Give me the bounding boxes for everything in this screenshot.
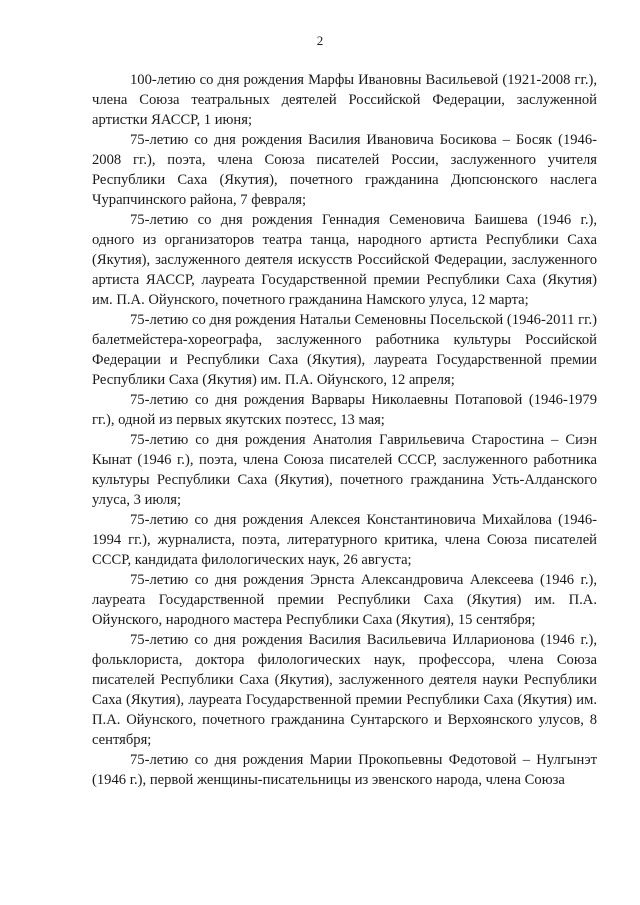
paragraph-natalia-poselskaya: 75-летию со дня рождения Натальи Семеновны Посельской (1946-2011 гг.) балетмейстера-хореографа, заслуженного работника культуры Российской Федерации и Республики Саха (Якутия), лауреата Государственной премии Республики Саха (Якутия) им. П.А. Ойунского, 12 апреля;	[92, 312, 597, 388]
paragraph-vasily-illarionov: 75-летию со дня рождения Василия Васильевича Илларионова (1946 г.), фольклориста, доктора филологических наук, профессора, члена Союза писателей Республики Саха (Якутия), заслуженного деятеля науки Республики Саха (Якутия), лауреата Государственной премии Республики Саха (Якутия) им. П.А. Ойунского, почетного гражданина Сунтарского и Верхоянского улусов, 8 сентября;	[92, 632, 597, 748]
paragraph-gennady-baishev: 75-летию со дня рождения Геннадия Семеновича Баишева (1946 г.), одного из организаторов театра танца, народного артиста Республики Саха (Якутия), заслуженного деятеля искусств Российской Федерации, заслуженного артиста ЯАССР, лауреата Государственной премии Республики Саха (Якутия) им. П.А. Ойунского, почетного гражданина Намского улуса, 12 марта;	[92, 212, 597, 308]
document-body	[92, 70, 597, 790]
paragraph-ernst-alekseev: 75-летию со дня рождения Эрнста Александровича Алексеева (1946 г.), лауреата Государственной премии Республики Саха (Якутия) им. П.А. Ойунского, народного мастера Республики Саха (Якутия), 15 сентября;	[92, 572, 597, 628]
paragraph-alexey-mikhailov: 75-летию со дня рождения Алексея Константиновича Михайлова (1946-1994 гг.), журналиста, поэта, литературного критика, члена Союза писателей СССР, кандидата филологических наук, 26 августа;	[92, 512, 597, 568]
paragraph-marfa-vasilieva: 100-летию со дня рождения Марфы Ивановны Васильевой (1921-2008 гг.), члена Союза театральных деятелей Российской Федерации, заслуженной артистки ЯАССР, 1 июня;	[92, 72, 597, 128]
paragraph-vasily-bosikov: 75-летию со дня рождения Василия Ивановича Босикова – Босяк (1946-2008 гг.), поэта, члена Союза писателей России, заслуженного учителя Республики Саха (Якутия), почетного гражданина Дюпсюнского наслега Чурапчинского района, 7 февраля;	[92, 132, 597, 208]
page-number: 2	[316, 33, 324, 48]
paragraph-maria-fedotova: 75-летию со дня рождения Марии Прокопьевны Федотовой – Нулгынэт (1946 г.), первой женщины-писательницы из эвенского народа, члена Союза	[92, 752, 597, 788]
paragraph-varvara-potapova: 75-летию со дня рождения Варвары Николаевны Потаповой (1946-1979 гг.), одной из первых якутских поэтесс, 13 мая;	[92, 392, 597, 428]
paragraph-anatoly-starostin: 75-летию со дня рождения Анатолия Гаврильевича Старостина – Сиэн Кынат (1946 г.), поэта, члена Союза писателей СССР, заслуженного работника культуры Республики Саха (Якутия), почетного гражданина Усть-Алданского улуса, 3 июля;	[92, 432, 597, 508]
